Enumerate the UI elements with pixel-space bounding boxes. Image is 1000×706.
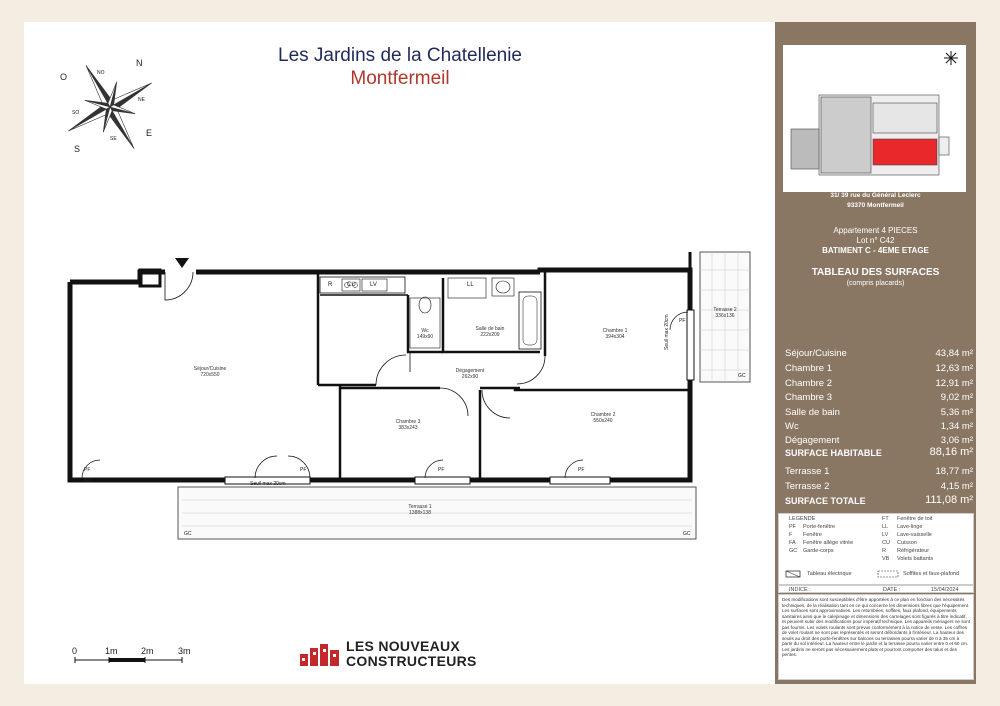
legend-code: LV <box>882 532 889 538</box>
surface-row: Chambre 1 12,63 m² <box>785 363 973 374</box>
fixture-pf-5: PF <box>679 318 686 324</box>
fixture-lv: LV <box>370 282 377 288</box>
brand-line-2: CONSTRUCTEURS <box>346 653 477 669</box>
surfaces-title: TABLEAU DES SURFACES <box>811 267 940 278</box>
compass-o: O <box>60 72 68 82</box>
room-sdb: Salle de bain 222x209 <box>475 326 505 338</box>
address-line-2: 93370 Montfermeil <box>847 202 904 209</box>
seuil-label-1: Seuil max 20cm <box>250 481 286 487</box>
room-t2: Terrasse 2 336x136 <box>713 307 737 319</box>
fixture-gc-1: GC <box>84 478 92 484</box>
legend-text: Cuisson <box>897 540 917 546</box>
room-sejour: Séjour/Cuisine 720x550 <box>193 366 227 378</box>
soffit-icon <box>877 570 899 578</box>
legend-text: Lave-vaisselle <box>897 532 932 538</box>
fixture-pf-1: PF <box>84 467 91 473</box>
scale-0: 0 <box>72 646 78 656</box>
date-value: 15/04/2024 <box>931 587 959 593</box>
city-subtitle: Montfermeil <box>350 68 450 89</box>
compass-n: N <box>136 58 143 68</box>
legend-elec: Tableau électrique <box>807 571 852 577</box>
fixture-cu: CU <box>347 282 356 288</box>
legend-code: F <box>789 532 793 538</box>
compass-ne: NE <box>138 97 145 103</box>
fixture-gc-4: GC <box>738 373 746 379</box>
room-deg: Dégagement 262x90 <box>455 368 485 380</box>
room-ch2: Chambre 2 550x240 <box>590 412 616 424</box>
legend-title: LEGENDE <box>789 516 816 522</box>
fixture-pf-3: PF <box>438 467 445 473</box>
surface-row: Salle de bain 5,36 m² <box>785 407 973 418</box>
scale-1: 1m <box>105 646 118 656</box>
legend-code: PF <box>789 524 797 530</box>
legend-code: VB <box>882 556 890 562</box>
surface-row: Wc 1,34 m² <box>785 421 973 432</box>
compass-no: NO <box>97 70 105 76</box>
fixture-pf-2: PF <box>300 467 307 473</box>
legend-text: Réfrigérateur <box>897 548 930 554</box>
legend-text: Volets battants <box>897 556 934 562</box>
surface-row: Chambre 3 9,02 m² <box>785 392 973 403</box>
fixture-gc-3: GC <box>683 531 691 537</box>
legend-box <box>778 513 974 585</box>
fixture-pf-4: PF <box>578 467 585 473</box>
scale-3: 3m <box>178 646 191 656</box>
room-wc: Wc 149x90 <box>416 328 434 340</box>
seuil-label-2: Seuil max 20cm <box>664 314 670 350</box>
index-label: INDICE : <box>789 587 811 593</box>
date-label: DATE : <box>883 587 901 593</box>
legend-code: GC <box>789 548 798 554</box>
room-ch3: Chambre 3 383x243 <box>395 419 421 431</box>
key-plan <box>783 45 966 192</box>
surface-row: Dégagement 3,06 m² <box>785 435 973 446</box>
surface-row: Chambre 2 12,91 m² <box>785 378 973 389</box>
legend-code: CU <box>882 540 890 546</box>
compass-se: SE <box>110 136 117 142</box>
apartment-type: Appartement 4 PIECES <box>833 226 918 235</box>
room-ch1: Chambre 1 394x304 <box>602 328 628 340</box>
compass-so: SO <box>72 110 80 116</box>
compass-s: S <box>74 144 81 154</box>
disclaimer-notes: Des modifications sont susceptibles d'être apportées à ce plan en fonction des nécessités techniques, de la réalisation tant en ce qui concerne les dimensions libres que l'équipement. Les surfaces sont approximatives. Les retombées, soffites, faux plafond, équipements sanitaires ainsi que le calepinage et dimensions des carrelages sont figurés à titre indicatif, et peuvent subir des modifications pour impératif technique. Les appareils ménagers ne sont pas fournis. Les volets roulants sont prévus conformément à la notice de vente. Les coffres de volet roulant ne sont pas représentés et seront débordants à l'intérieur. La hauteur des seuils au droit des porte-fenêtres sur balcons ou terrasses pourra varier de 0 à 35 cm à partir du sol intérieur. La hauteur entre le jardin et la terrasse pourra varier entre 0 et 60 cm. Les jardins ne seront pas nécessairement plats et pourront comporter des talus et des pentes. <box>778 594 974 680</box>
legend-code: R <box>882 548 886 554</box>
surface-habitable: SURFACE HABITABLE 88,16 m² <box>785 446 973 458</box>
legend-code: FT <box>882 516 889 522</box>
surfaces-subtitle: (compris placards) <box>846 280 905 287</box>
brand-logo-icon <box>298 640 342 668</box>
legend-text: Fenêtre <box>803 532 822 538</box>
brand-line-1: LES NOUVEAUX <box>346 638 461 654</box>
scale-2: 2m <box>141 646 154 656</box>
surface-row: Séjour/Cuisine 43,84 m² <box>785 348 973 359</box>
legend-text: Porte-fenêtre <box>803 524 836 530</box>
fixture-gc-2: GC <box>184 531 192 537</box>
surface-row: Terrasse 2 4,15 m² <box>785 481 973 492</box>
scale-bar <box>72 656 202 666</box>
room-t1: Terrasse 1 1388x138 <box>408 504 432 516</box>
fixture-r: R <box>328 282 333 288</box>
index-row <box>778 585 974 593</box>
fixture-ll: LL <box>467 282 474 288</box>
legend-code: FA <box>789 540 796 546</box>
surface-total: SURFACE TOTALE 111,08 m² <box>785 494 973 506</box>
apartment-lot: Lot n° C42 <box>856 236 895 245</box>
legend-text: Lave-linge <box>897 524 923 530</box>
project-title: Les Jardins de la Chatellenie <box>278 45 522 66</box>
legend-text: Garde-corps <box>803 548 834 554</box>
info-panel <box>775 22 976 684</box>
address-line-1: 31/ 39 rue du Général Leclerc <box>830 192 921 199</box>
electric-panel-icon <box>785 570 801 578</box>
surface-row: Terrasse 1 18,77 m² <box>785 466 973 477</box>
apartment-building: BATIMENT C - 4EME ETAGE <box>822 246 929 255</box>
legend-code: LL <box>882 524 889 530</box>
legend-soffit: Soffites et faux-plafond <box>903 571 960 577</box>
compass-e: E <box>146 128 153 138</box>
legend-text: Fenêtre de toit <box>897 516 933 522</box>
legend-text: Fenêtre allège vitrée <box>803 540 854 546</box>
